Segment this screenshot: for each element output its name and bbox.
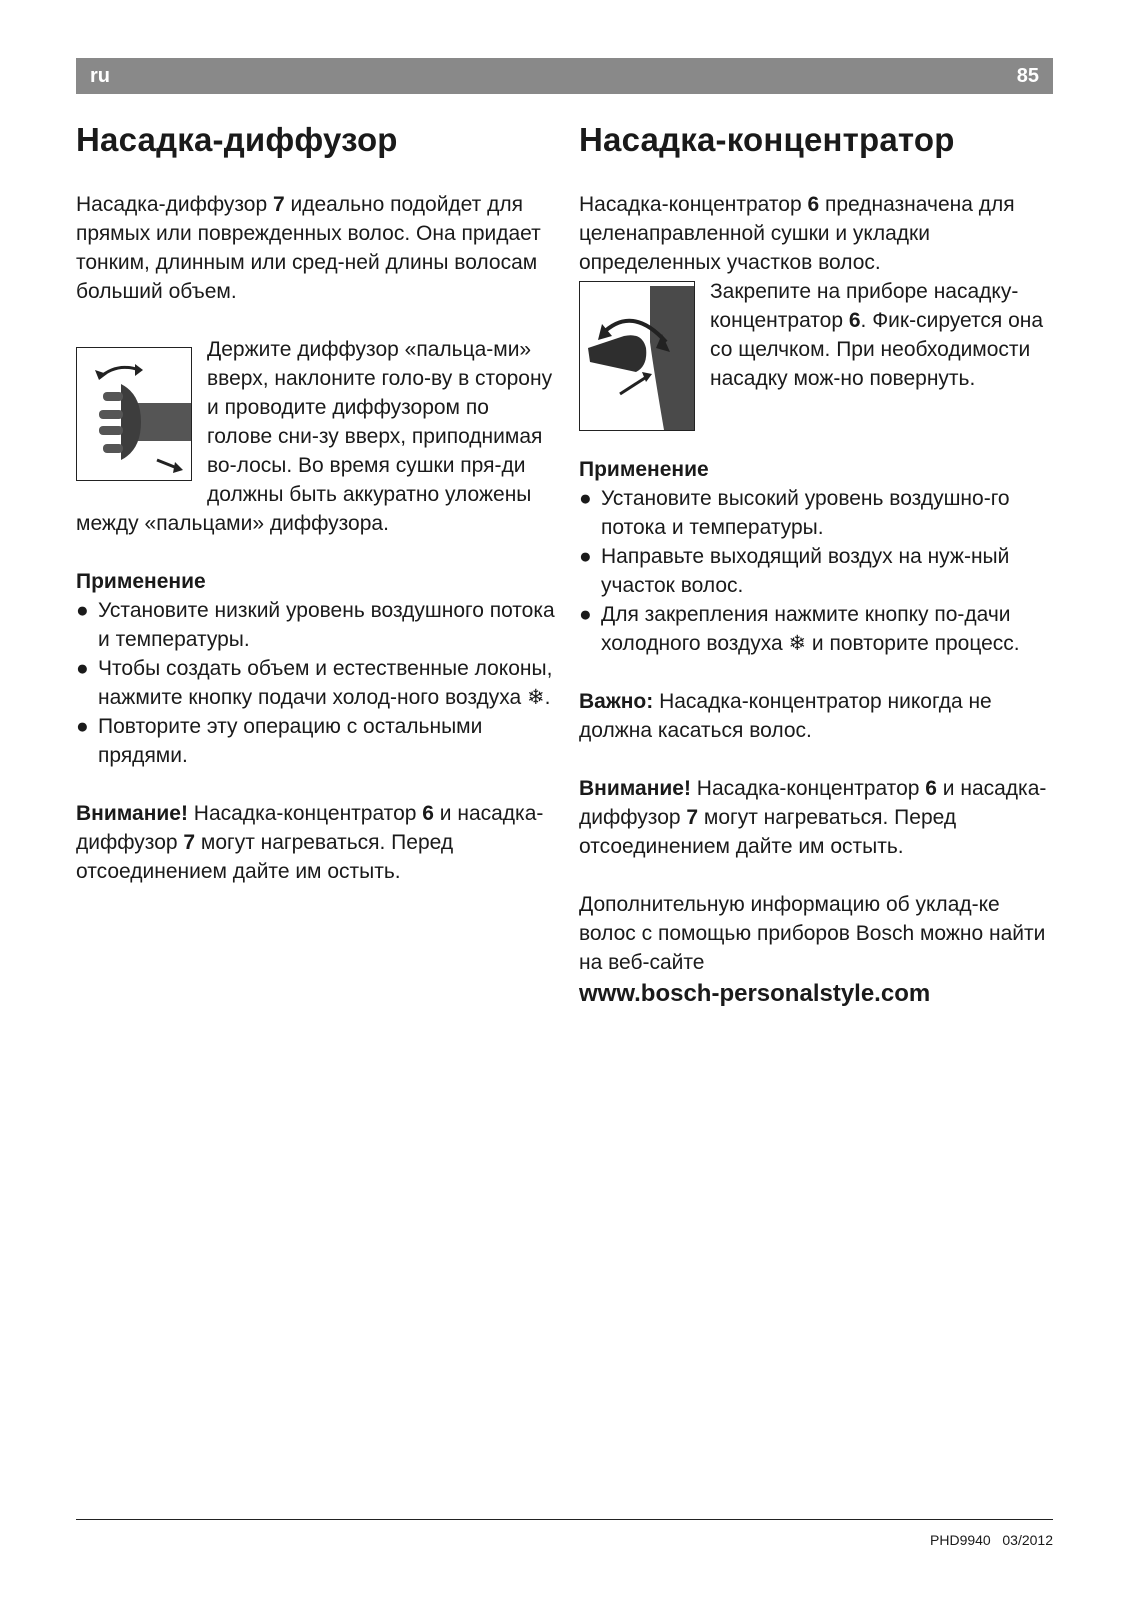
- concentrator-warning: [579, 774, 1057, 861]
- model-number: PHD9940: [930, 1532, 991, 1548]
- diffuser-figure-block: [76, 335, 556, 538]
- bold-text: 7: [183, 831, 196, 854]
- concentrator-important: [579, 687, 1057, 745]
- text-run: и насадка-диффузор: [579, 777, 1047, 829]
- text-run: предназначена для целенаправленной сушки и укладки определенных участков волос.: [579, 193, 1015, 274]
- concentrator-usage-title: Применение: [579, 458, 709, 481]
- text-run: Насадка-концентратор: [187, 802, 423, 825]
- text-run: Насадка-диффузор: [76, 193, 273, 216]
- bold-text: Важно:: [579, 690, 654, 713]
- concentrator-illustration: [579, 281, 695, 431]
- bold-text: 6: [807, 193, 820, 216]
- diffuser-figure-text: Держите диффузор «пальца-ми» вверх, наклоните голо-ву в сторону и проводите диффузором по голове сни-зу вверх, приподнимая во-лосы. Во время сушки пря-ди должны быть аккуратно уложены между «пальцами» диффузора.: [76, 338, 553, 535]
- list-item: ● Для закрепления нажмите кнопку по-дачи холодного воздуха ❄ и повторите процесс.: [579, 603, 1020, 655]
- diffuser-usage-list: [76, 596, 556, 770]
- footer-divider: [76, 1519, 1053, 1520]
- language-code: ru: [90, 65, 110, 87]
- left-column: [76, 112, 556, 886]
- page-number: 85: [1016, 65, 1039, 87]
- list-item: ● Повторите эту операцию с остальными прядями.: [76, 715, 483, 767]
- text-run: могут нагреваться. Перед отсоединением дайте им остыть.: [76, 831, 454, 883]
- list-item: ● Установите низкий уровень воздушного потока и температуры.: [76, 599, 555, 651]
- list-item: ● Установите высокий уровень воздушно-го потока и температуры.: [579, 487, 1010, 539]
- footer: [930, 1532, 1053, 1548]
- bold-text: 6: [925, 777, 937, 800]
- right-column: [579, 112, 1057, 1008]
- text-run: . Фик-сируется она со щелчком. При необходимости насадку мож-но повернуть.: [710, 309, 1044, 390]
- text-run: Закрепите на приборе насадку-концентратор: [710, 280, 1019, 332]
- text-run: могут нагреваться. Перед отсоединением дайте им остыть.: [579, 806, 957, 858]
- website-link[interactable]: www.bosch-personalstyle.com: [579, 980, 931, 1007]
- bold-text: 7: [273, 193, 285, 216]
- section-title-diffuser: Насадка-диффузор: [76, 121, 398, 158]
- concentrator-usage-list: [579, 484, 1057, 658]
- list-item: ● Чтобы создать объем и естественные локоны, нажмите кнопку подачи холод-ного воздуха ❄.: [76, 657, 553, 709]
- publication-date: 03/2012: [1002, 1532, 1053, 1548]
- text-run: Насадка-концентратор: [690, 777, 926, 800]
- text-run: и насадка-диффузор: [76, 802, 544, 854]
- diffuser-illustration: [76, 347, 192, 481]
- bold-text: 7: [686, 806, 699, 829]
- concentrator-figure-block: [579, 277, 1057, 437]
- bold-text: Внимание!: [76, 802, 188, 825]
- text-run: Насадка-концентратор никогда не должна касаться волос.: [579, 690, 992, 742]
- bold-text: Внимание!: [579, 777, 691, 800]
- diffuser-intro: [76, 190, 556, 306]
- concentrator-intro: [579, 190, 1057, 277]
- diffuser-warning: [76, 799, 556, 886]
- diffuser-usage-title: Применение: [76, 570, 206, 593]
- bold-text: 6: [848, 309, 861, 332]
- section-title-concentrator: Насадка-концентратор: [579, 121, 955, 158]
- bold-text: 6: [422, 802, 434, 825]
- list-item: ● Направьте выходящий воздух на нуж-ный участок волос.: [579, 545, 1010, 597]
- header-bar: [76, 58, 1053, 94]
- text-run: Насадка-концентратор: [579, 193, 808, 216]
- more-info-text: Дополнительную информацию об уклад-ке волос с помощью приборов Bosch можно найти на веб-сайте: [579, 893, 1046, 974]
- text-run: идеально подойдет для прямых или поврежденных волос. Она придает тонким, длинным или сред-ней длины волосам больший объем.: [76, 193, 541, 303]
